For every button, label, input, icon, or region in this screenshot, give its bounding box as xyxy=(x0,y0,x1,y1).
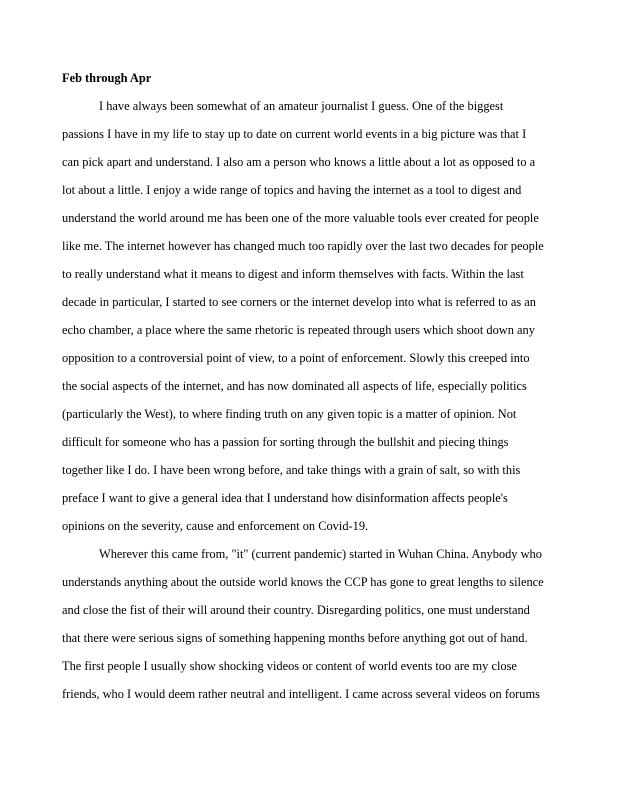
text-line: to really understand what it means to digest and inform themselves with facts. Within the last xyxy=(62,267,524,281)
text-line: echo chamber, a place where the same rhetoric is repeated through users which shoot down any xyxy=(62,323,535,337)
text-line: and close the fist of their will around their country. Disregarding politics, one must understand xyxy=(62,603,530,617)
text-line: Wherever this came from, "it" (current pandemic) started in Wuhan China. Anybody who xyxy=(99,547,542,561)
text-line: lot about a little. I enjoy a wide range of topics and having the internet as a tool to digest and xyxy=(62,183,522,197)
document-page xyxy=(62,64,560,708)
text-line: like me. The internet however has changed much too rapidly over the last two decades for people xyxy=(62,239,544,253)
text-line: opposition to a controversial point of view, to a point of enforcement. Slowly this creeped into xyxy=(62,351,530,365)
text-line: The first people I usually show shocking videos or content of world events too are my close xyxy=(62,659,517,673)
text-line: preface I want to give a general idea that I understand how disinformation affects people's xyxy=(62,491,508,505)
text-line: (particularly the West), to where finding truth on any given topic is a matter of opinion. Not xyxy=(62,407,517,421)
text-line: friends, who I would deem rather neutral and intelligent. I came across several videos on forums xyxy=(62,687,540,701)
document-title: Feb through Apr xyxy=(62,71,152,85)
text-line: understands anything about the outside world knows the CCP has gone to great lengths to silence xyxy=(62,575,544,589)
text-line: the social aspects of the internet, and has now dominated all aspects of life, especially politics xyxy=(62,379,527,393)
paragraphs xyxy=(62,92,560,708)
text-line: opinions on the severity, cause and enforcement on Covid-19. xyxy=(62,519,369,533)
text-line: decade in particular, I started to see corners or the internet develop into what is referred to as an xyxy=(62,295,536,309)
text-line: passions I have in my life to stay up to date on current world events in a big picture was that I xyxy=(62,127,527,141)
text-line: can pick apart and understand. I also am a person who knows a little about a lot as opposed to a xyxy=(62,155,536,169)
text-line: difficult for someone who has a passion for sorting through the bullshit and piecing things xyxy=(62,435,509,449)
text-line: that there were serious signs of something happening months before anything got out of hand. xyxy=(62,631,528,645)
text-line: understand the world around me has been one of the more valuable tools ever created for people xyxy=(62,211,539,225)
text-line: I have always been somewhat of an amateur journalist I guess. One of the biggest xyxy=(99,99,504,113)
text-line: together like I do. I have been wrong before, and take things with a grain of salt, so with this xyxy=(62,463,521,477)
